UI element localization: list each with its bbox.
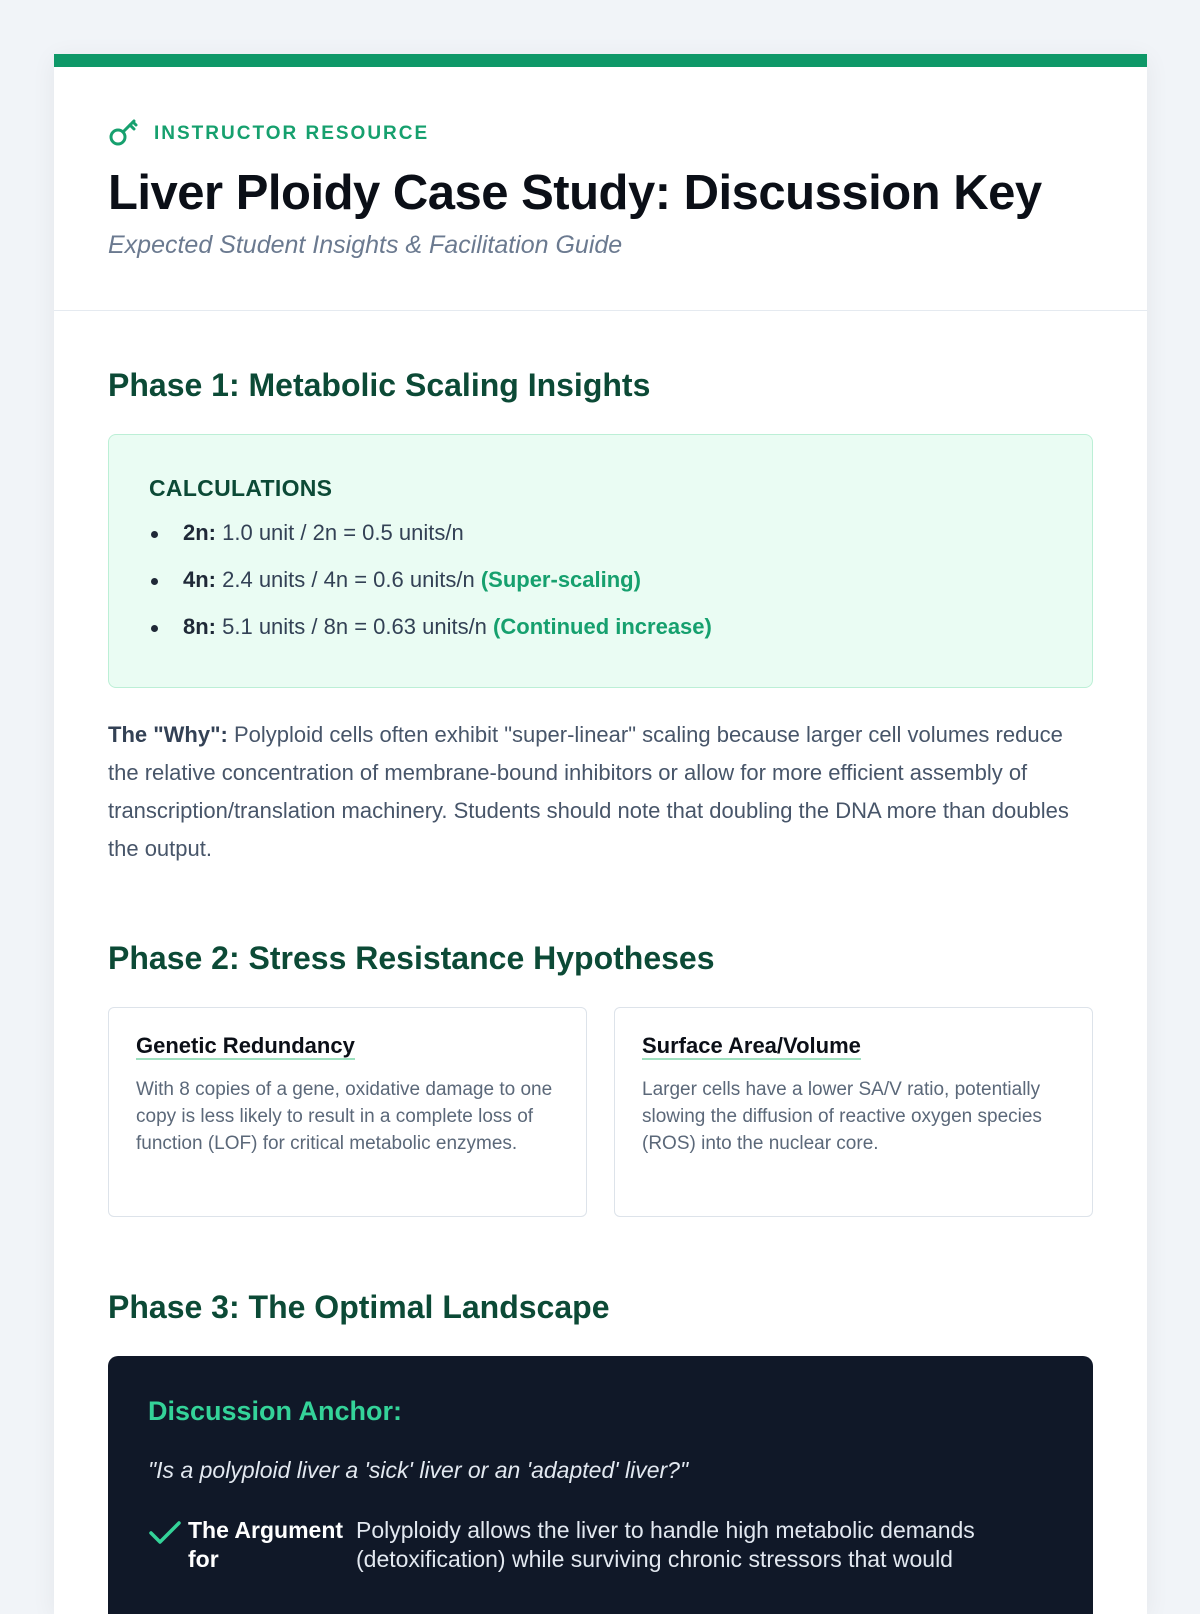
calculations-box bbox=[108, 434, 1093, 688]
eyebrow bbox=[108, 119, 1093, 149]
hypothesis-card-genetic-redundancy bbox=[108, 1007, 587, 1217]
anchor-title: Discussion Anchor: bbox=[148, 1396, 403, 1426]
calc-label: 8n: bbox=[183, 614, 216, 639]
list-item bbox=[149, 610, 1052, 657]
why-label: The "Why": bbox=[108, 722, 228, 747]
calc-text: 1.0 unit / 2n = 0.5 units/n bbox=[222, 520, 464, 545]
calc-label: 2n: bbox=[183, 520, 216, 545]
calc-label: 4n: bbox=[183, 567, 216, 592]
discussion-anchor-box bbox=[108, 1356, 1093, 1614]
page-subtitle: Expected Student Insights & Facilitation Guide bbox=[108, 230, 623, 259]
accent-bar bbox=[54, 54, 1147, 67]
argument-text: Polyploidy allows the liver to handle high metabolic demands (detoxification) while surviving chronic stressors that would bbox=[356, 1517, 975, 1572]
page-title: Liver Ploidy Case Study: Discussion Key bbox=[108, 166, 1042, 220]
calc-text: 2.4 units / 4n = 0.6 units/n bbox=[222, 567, 475, 592]
why-text: Polyploid cells often exhibit "super-linear" scaling because larger cell volumes reduce the relative concentration of membrane-bound inhibitors or allow for more efficient assembly of transcription/translation machinery. Students should note that doubling the DNA more than doubles the output. bbox=[108, 722, 1069, 861]
hypothesis-title: Genetic Redundancy bbox=[136, 1034, 355, 1060]
argument-row bbox=[148, 1516, 1053, 1574]
phase2-heading: Phase 2: Stress Resistance Hypotheses bbox=[108, 940, 715, 976]
anchor-quote: "Is a polyploid liver a 'sick' liver or an 'adapted' liver?" bbox=[148, 1457, 689, 1483]
phase1-heading: Phase 1: Metabolic Scaling Insights bbox=[108, 367, 651, 403]
hypothesis-card-surface-area bbox=[614, 1007, 1093, 1217]
document-card bbox=[54, 54, 1147, 1614]
calc-note: (Continued increase) bbox=[493, 614, 712, 639]
argument-label: The Argument for bbox=[188, 1517, 344, 1572]
key-icon bbox=[108, 116, 140, 153]
calculations-title: CALCULATIONS bbox=[149, 475, 333, 501]
list-item bbox=[149, 516, 1052, 563]
document-content bbox=[54, 311, 1147, 1614]
eyebrow-label: INSTRUCTOR RESOURCE bbox=[154, 123, 430, 144]
calc-text: 5.1 units / 8n = 0.63 units/n bbox=[222, 614, 487, 639]
hypothesis-text: Larger cells have a lower SA/V ratio, potentially slowing the diffusion of reactive oxygen species (ROS) into the nuclear core. bbox=[642, 1079, 1042, 1155]
document-header bbox=[54, 67, 1147, 311]
list-item bbox=[149, 563, 1052, 610]
hypothesis-cards bbox=[108, 1007, 1093, 1217]
calc-note: (Super-scaling) bbox=[480, 567, 641, 592]
why-paragraph bbox=[108, 716, 1093, 868]
phase3-heading: Phase 3: The Optimal Landscape bbox=[108, 1289, 610, 1325]
hypothesis-title: Surface Area/Volume bbox=[642, 1034, 861, 1060]
hypothesis-text: With 8 copies of a gene, oxidative damage to one copy is less likely to result in a complete loss of function (LOF) for critical metabolic enzymes. bbox=[136, 1079, 553, 1155]
check-icon bbox=[148, 1516, 188, 1551]
calculations-list bbox=[149, 516, 1052, 657]
